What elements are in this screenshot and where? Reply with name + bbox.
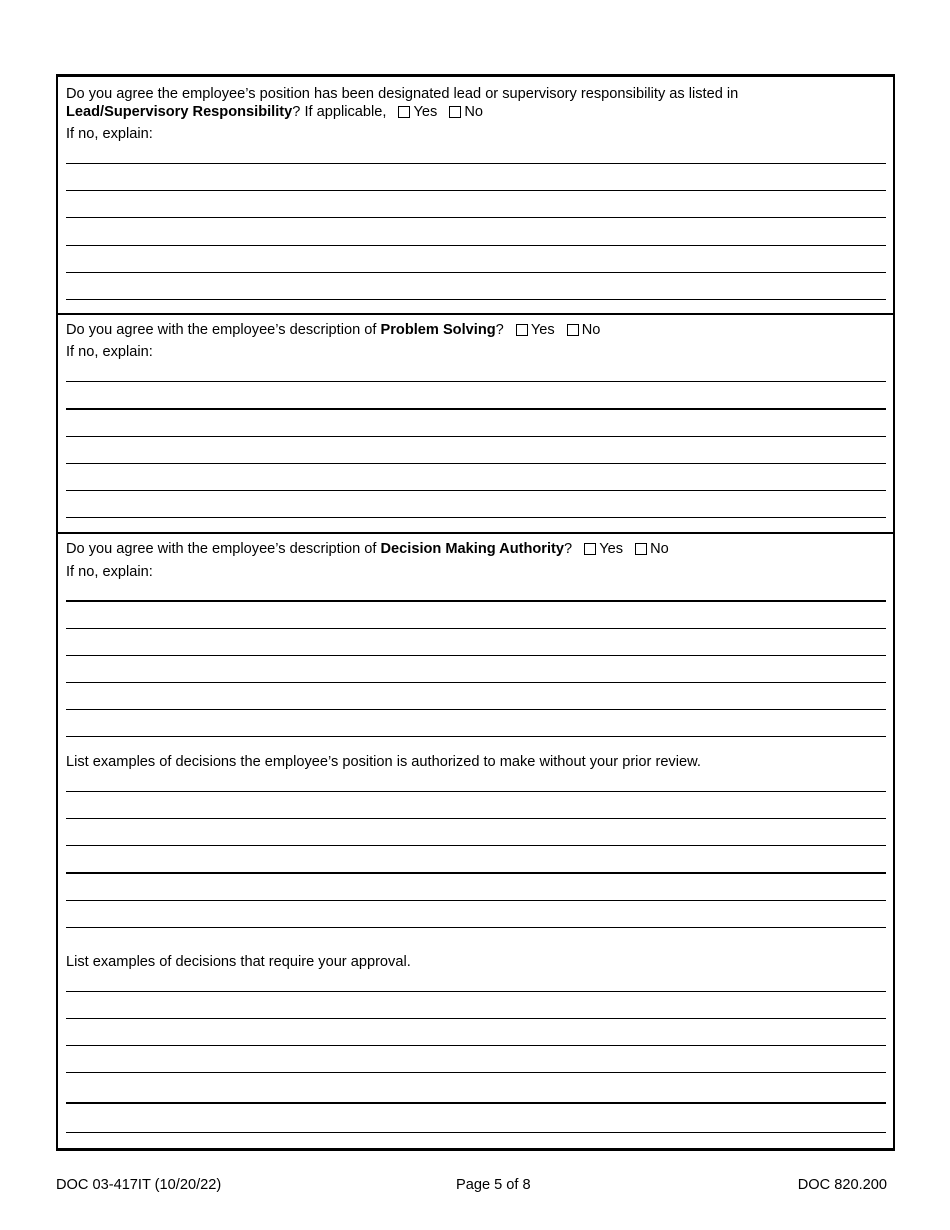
explain-label: If no, explain:	[66, 564, 153, 580]
question-bold-term: Lead/Supervisory Responsibility	[66, 104, 293, 120]
write-line[interactable]	[66, 927, 886, 928]
write-line[interactable]	[66, 217, 886, 218]
question-bold-term: Problem Solving	[380, 322, 496, 338]
form-id: DOC 03-417IT (10/20/22)	[56, 1177, 222, 1193]
section-divider	[58, 532, 893, 534]
write-line[interactable]	[66, 1045, 886, 1046]
write-line[interactable]	[66, 163, 886, 164]
write-line[interactable]	[66, 245, 886, 246]
write-line[interactable]	[66, 190, 886, 191]
write-line[interactable]	[66, 381, 886, 382]
write-line[interactable]	[66, 1132, 886, 1133]
question-suffix: ?	[564, 541, 573, 557]
question-suffix: ? If applicable,	[292, 104, 387, 120]
write-line[interactable]	[66, 272, 886, 273]
lead-supervisory-question	[66, 85, 885, 121]
write-line[interactable]	[66, 1072, 886, 1073]
write-line[interactable]	[66, 845, 886, 846]
write-line[interactable]	[66, 600, 886, 602]
no-checkbox[interactable]	[449, 106, 461, 118]
write-line[interactable]	[66, 490, 886, 491]
write-line[interactable]	[66, 299, 886, 300]
write-line[interactable]	[66, 655, 886, 656]
write-line[interactable]	[66, 791, 886, 792]
no-label: No	[464, 104, 483, 120]
write-line[interactable]	[66, 628, 886, 629]
write-line[interactable]	[66, 709, 886, 710]
no-label: No	[650, 541, 669, 557]
write-line[interactable]	[66, 818, 886, 819]
write-line[interactable]	[66, 872, 886, 874]
policy-number: DOC 820.200	[797, 1177, 887, 1193]
yes-label: Yes	[530, 322, 555, 338]
question-text: Do you agree with the employee’s description of	[66, 541, 377, 557]
explain-label: If no, explain:	[66, 126, 153, 142]
write-line[interactable]	[66, 436, 886, 437]
yes-checkbox[interactable]	[516, 324, 528, 336]
no-checkbox[interactable]	[567, 324, 579, 336]
yes-label: Yes	[413, 104, 438, 120]
yes-checkbox[interactable]	[398, 106, 410, 118]
write-line[interactable]	[66, 682, 886, 683]
approval-decisions-prompt: List examples of decisions that require your approval.	[66, 954, 411, 970]
question-text: Do you agree with the employee’s description of	[66, 322, 377, 338]
question-suffix: ?	[495, 322, 504, 338]
no-checkbox[interactable]	[635, 543, 647, 555]
page-number: Page 5 of 8	[456, 1177, 531, 1193]
section-divider	[58, 313, 893, 315]
write-line[interactable]	[66, 517, 886, 518]
authorized-decisions-prompt: List examples of decisions the employee’s position is authorized to make without your prior review.	[66, 754, 701, 770]
write-line[interactable]	[66, 991, 886, 992]
write-line[interactable]	[66, 900, 886, 901]
decision-authority-question	[66, 540, 885, 558]
write-line[interactable]	[66, 463, 886, 464]
form-frame	[56, 74, 895, 1151]
yes-checkbox[interactable]	[584, 543, 596, 555]
write-line[interactable]	[66, 408, 886, 410]
explain-label: If no, explain:	[66, 344, 153, 360]
yes-label: Yes	[599, 541, 624, 557]
write-line[interactable]	[66, 736, 886, 737]
question-text: Do you agree the employee’s position has been designated lead or supervisory responsibility as listed in	[66, 86, 739, 102]
write-line[interactable]	[66, 1102, 886, 1104]
no-label: No	[581, 322, 601, 338]
problem-solving-question	[66, 321, 885, 339]
write-line[interactable]	[66, 1018, 886, 1019]
question-bold-term: Decision Making Authority	[380, 541, 565, 557]
